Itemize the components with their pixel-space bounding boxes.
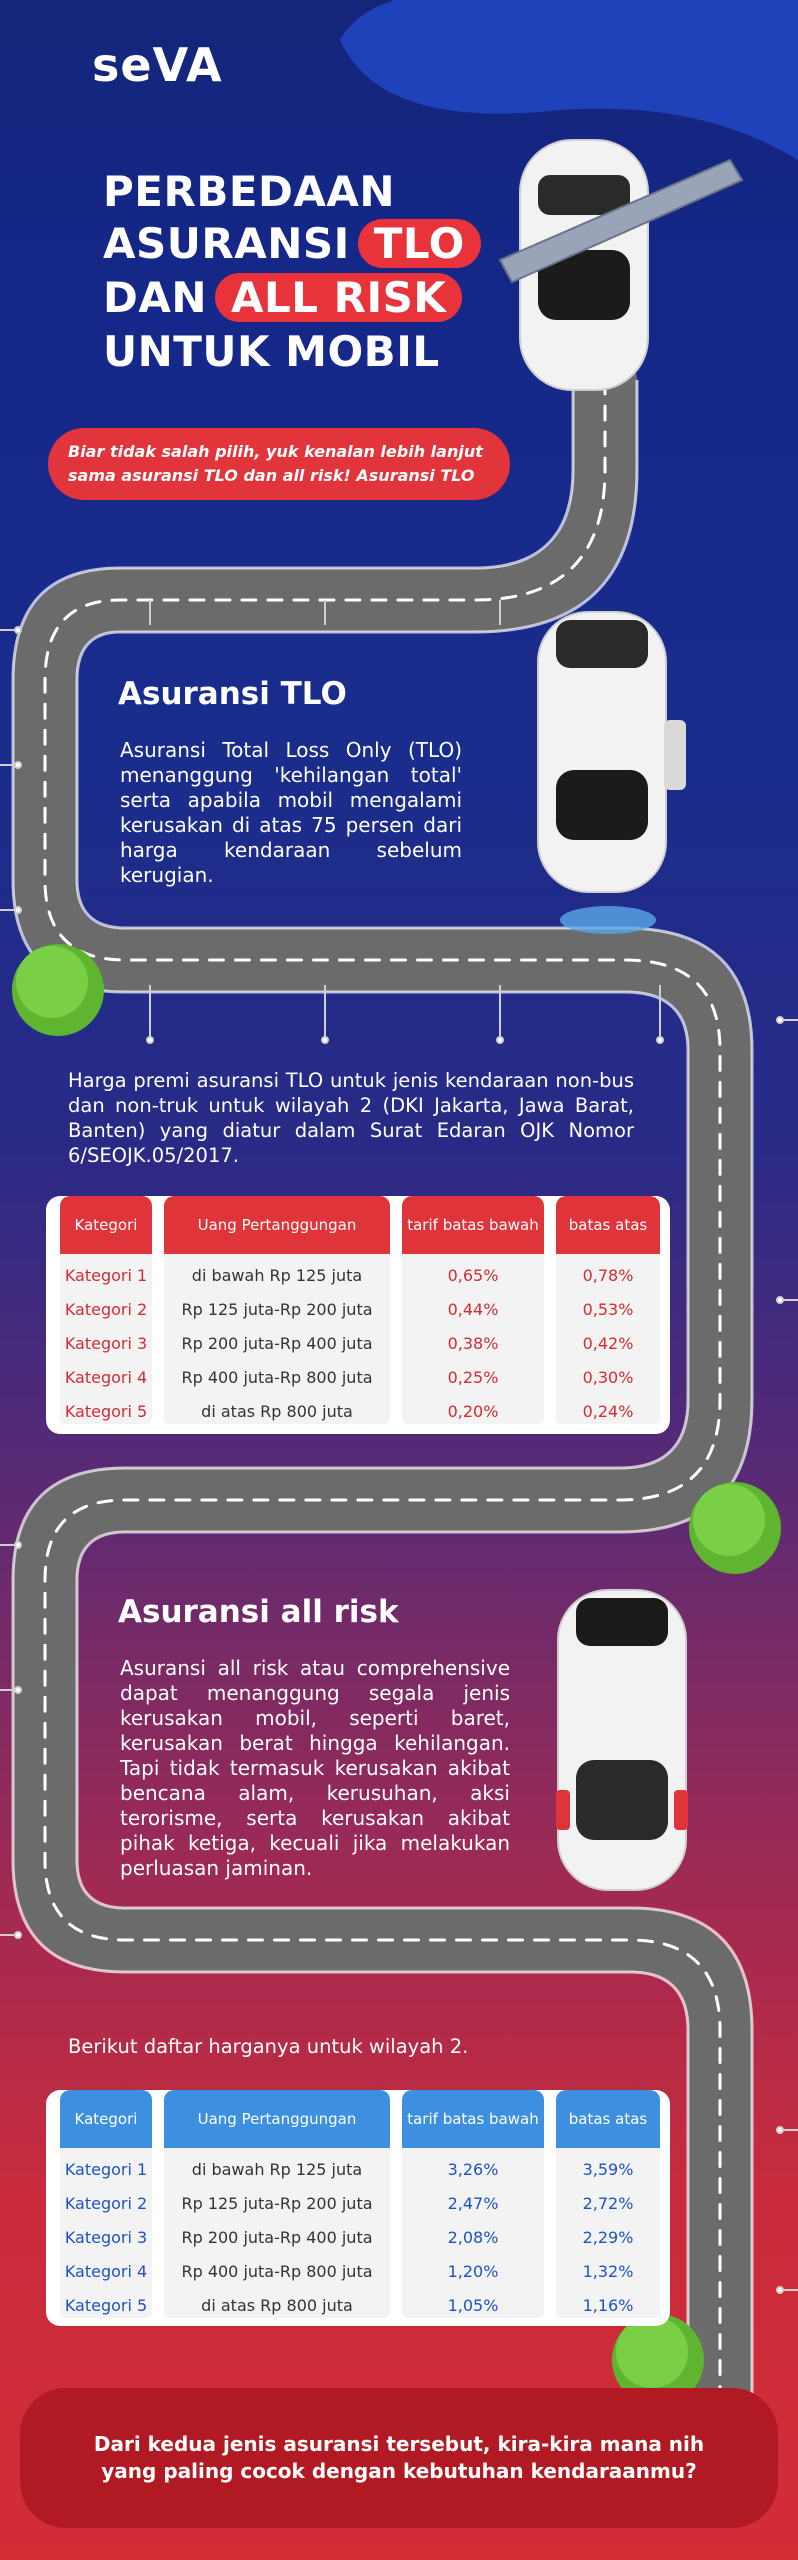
allrisk-header-cell: tarif batas bawah [402,2090,544,2148]
allrisk-table-cell: 1,05% [447,2296,499,2315]
title-line-4: UNTUK MOBIL [103,327,440,376]
tlo-header-cell: Kategori [60,1196,152,1254]
tlo-table-cell: 0,78% [582,1266,634,1285]
tlo-table-cell: Kategori 3 [64,1334,148,1353]
tlo-table-cell: 0,65% [447,1266,499,1285]
allrisk-table-cell: Kategori 4 [64,2262,148,2281]
tlo-table-cell: di atas Rp 800 juta [201,1402,353,1421]
allrisk-header-cell: Kategori [60,2090,152,2148]
title-line-3 [103,272,462,324]
decor-blob [340,0,798,160]
tlo-table-cell: 0,25% [447,1368,499,1387]
allrisk-table-cell: Kategori 1 [64,2160,148,2179]
tlo-table-cell: 0,44% [447,1300,499,1319]
car-illustration-2 [538,612,686,934]
allrisk-table-cell: 1,32% [582,2262,634,2281]
allrisk-table-cell: Rp 200 juta-Rp 400 juta [181,2228,373,2247]
tlo-table-cell: Kategori 1 [64,1266,148,1285]
tlo-premi-text: Harga premi asuransi TLO untuk jenis kendaraan non-bus dan non-truk untuk wilayah 2 (DKI Jakarta, Jawa Barat, Banten) yang diatur dalam Surat Edaran OJK Nomor 6/SEOJK.05/2017. [68,1069,634,1167]
tlo-title: Asuransi TLO [118,676,347,712]
title-highlight-all-risk: ALL RISK [215,273,462,322]
allrisk-table-cell: 1,16% [582,2296,634,2315]
tlo-description: Asuransi Total Loss Only (TLO) menanggung 'kehilangan total' serta apabila mobil mengalami kerusakan di atas 75 persen dari harga kendaraan sebelum kerugian. [120,738,462,887]
allrisk-header-cell: Uang Pertanggungan [164,2090,390,2148]
tlo-table-cell: Kategori 4 [64,1368,148,1387]
tlo-table-cell: 0,24% [582,1402,634,1421]
tlo-table-cell: Rp 125 juta-Rp 200 juta [181,1300,373,1319]
allrisk-table-cell: Kategori 5 [64,2296,148,2315]
seva-logo [92,38,223,92]
tlo-table-cell: 0,42% [582,1334,634,1353]
tlo-table-cell: di bawah Rp 125 juta [191,1266,363,1285]
tlo-table-cell: Rp 200 juta-Rp 400 juta [181,1334,373,1353]
allrisk-header-cell: batas atas [556,2090,660,2148]
car-illustration-1 [500,140,742,390]
allrisk-table-cell: 3,59% [582,2160,634,2179]
allrisk-table-cell: 2,08% [447,2228,499,2247]
tlo-table-cell: Rp 400 juta-Rp 800 juta [181,1368,373,1387]
intro-banner: Biar tidak salah pilih, yuk kenalan lebih lanjut sama asuransi TLO dan all risk! Asuransi TLO [48,428,510,500]
logo-text-va: VA [152,38,223,92]
closing-banner [20,2388,778,2528]
car-illustration-3 [556,1590,688,1890]
title-highlight-tlo: TLO [358,219,481,268]
allrisk-table-cell: 1,20% [447,2262,499,2281]
allrisk-table-cell: Kategori 3 [64,2228,148,2247]
allrisk-title: Asuransi all risk [118,1594,399,1630]
tlo-table-cell: 0,38% [447,1334,499,1353]
allrisk-table-cell: 3,26% [447,2160,499,2179]
allrisk-table-cell: di bawah Rp 125 juta [191,2160,363,2179]
allrisk-table-cell: 2,29% [582,2228,634,2247]
logo-text-se: se [92,38,153,92]
allrisk-premi-text: Berikut daftar harganya untuk wilayah 2. [68,2035,469,2058]
allrisk-description: Asuransi all risk atau comprehensive dapat menanggung segala jenis kerusakan mobil, seperti baret, kerusakan berat hingga kehilangan. Tapi tidak termasuk kerusakan akibat bencana alam, kerusuhan, aksi terorisme, serta kerusakan akibat pihak ketiga, kecuali jika melakukan perluasan jaminan. [120,1656,510,1880]
tlo-table-cell: Kategori 5 [64,1402,148,1421]
title-line-1: PERBEDAAN [103,167,396,216]
title-line-2-prefix: ASURANSI [103,219,350,268]
allrisk-table-cell: 2,47% [447,2194,499,2213]
title-line-2 [103,218,481,270]
tlo-table-cell: 0,30% [582,1368,634,1387]
tlo-header-cell: batas atas [556,1196,660,1254]
title-line-3-prefix: DAN [103,273,208,322]
allrisk-table-cell: 2,72% [582,2194,634,2213]
tlo-header-cell: Uang Pertanggungan [164,1196,390,1254]
closing-text: Dari kedua jenis asuransi tersebut, kira-kira mana nih yang paling cocok dengan kebutuhan kendaraanmu? [93,2432,705,2483]
tlo-header-cell: tarif batas bawah [402,1196,544,1254]
allrisk-table-cell: Rp 125 juta-Rp 200 juta [181,2194,373,2213]
tlo-table-cell: 0,20% [447,1402,499,1421]
tlo-table-cell: 0,53% [582,1300,634,1319]
allrisk-table-cell: Rp 400 juta-Rp 800 juta [181,2262,373,2281]
allrisk-table-cell: di atas Rp 800 juta [201,2296,353,2315]
tlo-table-cell: Kategori 2 [64,1300,148,1319]
allrisk-table-cell: Kategori 2 [64,2194,148,2213]
